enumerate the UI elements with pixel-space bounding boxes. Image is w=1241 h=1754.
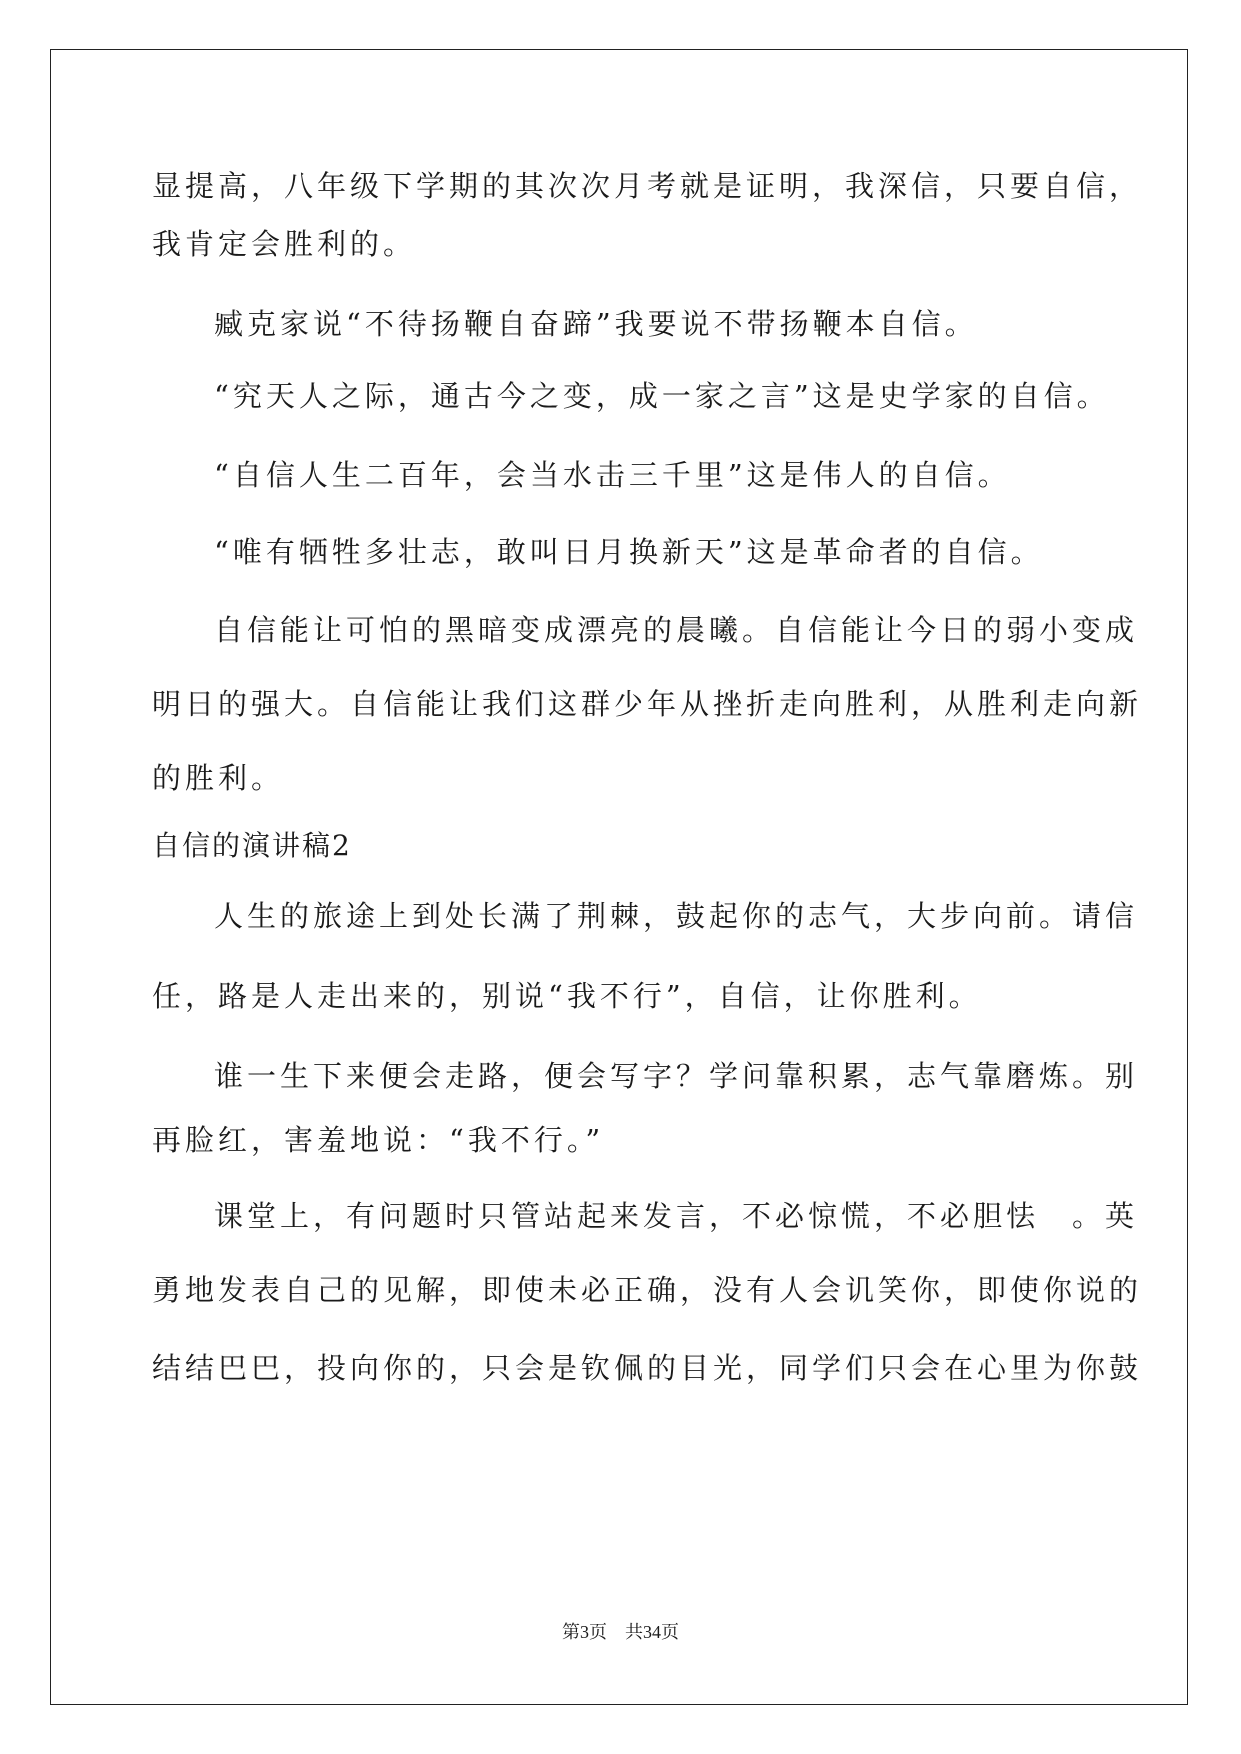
body-line-2: 我肯定会胜利的。 xyxy=(152,227,417,261)
body-line-12: 谁一生下来便会走路，便会写字？学问靠积累，志气靠磨炼。别 xyxy=(214,1059,1139,1093)
body-line-13: 再脸红，害羞地说：“我不行。” xyxy=(152,1123,605,1157)
body-line-7: 自信能让可怕的黑暗变成漂亮的晨曦。自信能让今日的弱小变成 xyxy=(214,613,1139,647)
body-line-9: 的胜利。 xyxy=(152,761,285,795)
body-line-6: “唯有牺牲多壮志，敢叫日月换新天”这是革命者的自信。 xyxy=(214,535,1044,569)
body-line-14: 课堂上，有问题时只管站起来发言，不必惊慌，不必胆怯 。英 xyxy=(214,1199,1139,1233)
body-line-4: “究天人之际，通古今之变，成一家之言”这是史学家的自信。 xyxy=(214,379,1110,413)
body-line-1: 显提高，八年级下学期的其次次月考就是证明，我深信，只要自信， xyxy=(152,169,1143,203)
page-number-footer: 第3页 共34页 xyxy=(562,1622,679,1642)
body-line-11: 任，路是人走出来的，别说“我不行”，自信，让你胜利。 xyxy=(152,979,982,1013)
body-line-15: 勇地发表自己的见解，即使未必正确，没有人会讥笑你，即使你说的 xyxy=(152,1273,1143,1307)
body-line-10: 人生的旅途上到处长满了荆棘，鼓起你的志气，大步向前。请信 xyxy=(214,899,1139,933)
page-frame xyxy=(50,49,1188,1705)
section-heading: 自信的演讲稿2 xyxy=(152,829,352,862)
body-line-3: 臧克家说“不待扬鞭自奋蹄”我要说不带扬鞭本自信。 xyxy=(214,307,978,341)
body-line-5: “自信人生二百年，会当水击三千里”这是伟人的自信。 xyxy=(214,458,1011,492)
body-line-8: 明日的强大。自信能让我们这群少年从挫折走向胜利，从胜利走向新 xyxy=(152,687,1143,721)
body-line-16: 结结巴巴，投向你的，只会是钦佩的目光，同学们只会在心里为你鼓 xyxy=(152,1351,1143,1385)
